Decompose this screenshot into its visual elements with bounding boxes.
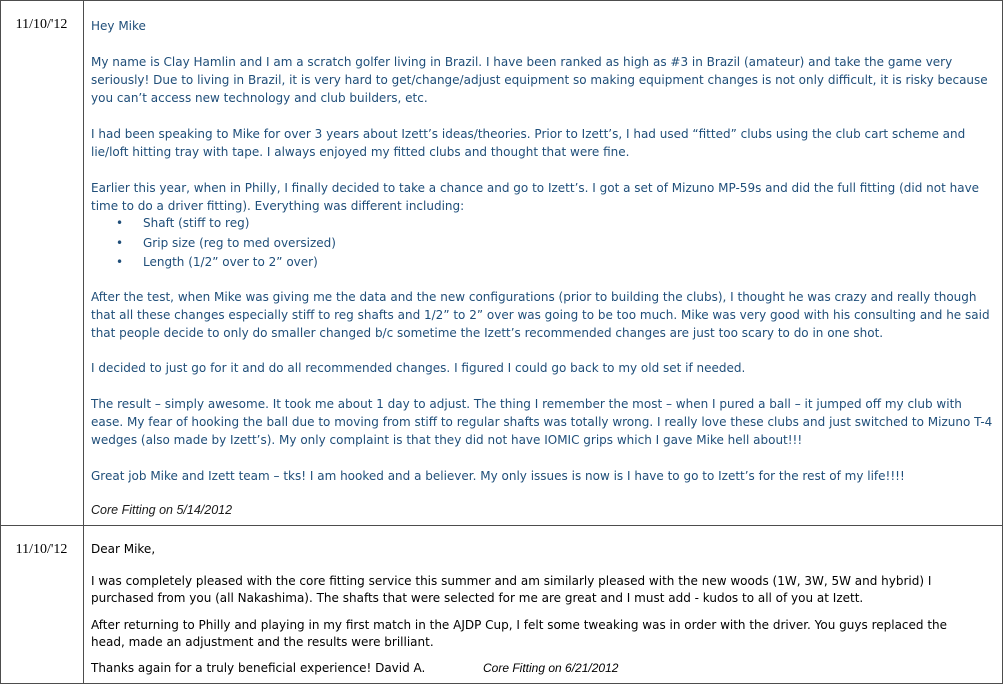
- entry-date: 11/10/'12: [15, 17, 68, 32]
- closing: Thanks again for a truly beneficial experience! David A.: [91, 661, 426, 675]
- paragraph: The result – simply awesome. It took me about 1 day to adjust. The thing I remember the most – when I pured a ball – it jumped off my club with ease. My fear of hooking the ball due to moving from stiff to regular shafts was totally wrong. I really love these clubs and just switched to Mizuno T-4 wedges (also made by Izett’s). My only complaint is that they did not have IOMIC grips which I gave Mike hell about!!!: [91, 397, 993, 447]
- fitting-date: Core Fitting on 6/21/2012: [483, 661, 619, 675]
- paragraph: Great job Mike and Izett team – tks! I am hooked and a believer. My only issues is now is I have to go to Izett’s for the rest of my life!!!!: [91, 469, 905, 483]
- bullet-list: [116, 214, 336, 273]
- paragraph: I had been speaking to Mike for over 3 years about Izett’s ideas/theories. Prior to Izett’s, I had used “fitted” clubs using the club cart scheme and lie/loft hitting tray with tape. I always enjoyed my fitted clubs and thought that were fine.: [91, 127, 966, 159]
- paragraph: I was completely pleased with the core fitting service this summer and am similarly pleased with the new woods (1W, 3W, 5W and hybrid) I purchased from you (all Nakashima). The shafts that were selected for me are great and I must add - kudos to all of you at Izett.: [91, 574, 932, 605]
- fitting-date: Core Fitting on 5/14/2012: [91, 503, 233, 517]
- bullet-icon: •: [116, 235, 124, 250]
- bullet-icon: •: [116, 255, 124, 269]
- paragraph: After the test, when Mike was giving me the data and the new configurations (prior to building the clubs), I thought he was crazy and really though that all these changes especially stiff to reg shafts and 1/2” to 2” over was going to be too much. Mike was very good with his consulting and he said that people decide to only do smaller changed b/c sometime the Izett’s recommended changes are just too scary to do in one shot.: [91, 290, 990, 340]
- list-item: • Grip size (reg to med oversized): [116, 235, 336, 250]
- paragraph: I decided to just go for it and do all recommended changes. I figured I could go back to my old set if needed.: [91, 361, 746, 375]
- list-item: • Length (1/2” over to 2” over): [116, 255, 318, 269]
- greeting: Dear Mike,: [91, 542, 156, 556]
- closing-line: [91, 660, 981, 677]
- bullet-icon: •: [116, 216, 124, 230]
- entry-date: 11/10/'12: [15, 542, 68, 557]
- list-item: • Shaft (stiff to reg): [116, 216, 250, 230]
- paragraph: Earlier this year, when in Philly, I finally decided to take a chance and go to Izett’s. I got a set of Mizuno MP-59s and did the full fitting (did not have time to do a driver fitting). Everything was different including:: [91, 181, 980, 213]
- greeting: Hey Mike: [91, 19, 146, 33]
- column-divider: [83, 0, 84, 684]
- paragraph: My name is Clay Hamlin and I am a scratch golfer living in Brazil. I have been ranked as high as #3 in Brazil (amateur) and take the game very seriously! Due to living in Brazil, it is very hard to get/change/adjust equipment so making equipment changes is not only difficult, it is risky because you can’t access new technology and club builders, etc.: [91, 55, 988, 105]
- row-divider: [0, 525, 1003, 526]
- paragraph: After returning to Philly and playing in my first match in the AJDP Cup, I felt some tweaking was in order with the driver. You guys replaced the head, made an adjustment and the results were brilliant.: [91, 618, 948, 649]
